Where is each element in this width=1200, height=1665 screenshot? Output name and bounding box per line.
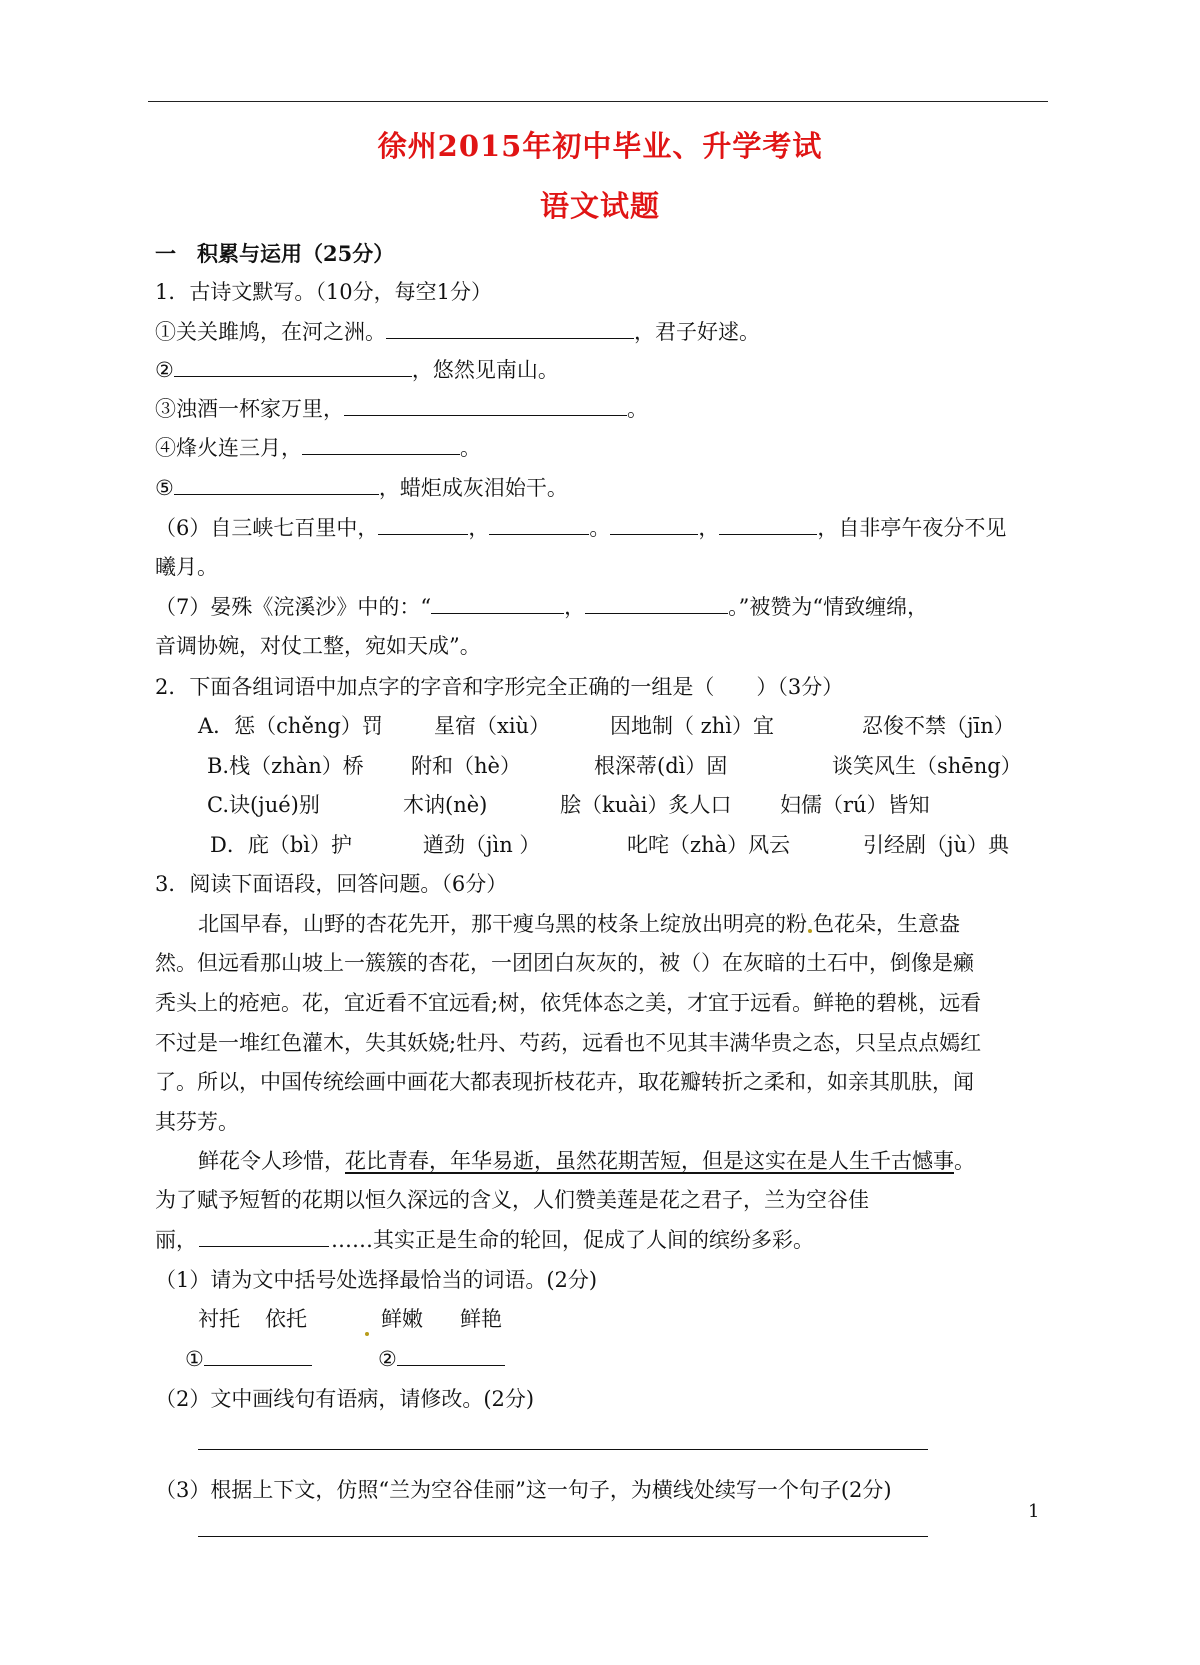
q2-d-word-2: 遒劲（jìn ） (423, 833, 541, 857)
q3-sub1-answer-1 (185, 1345, 312, 1373)
q2-stem-b: 的一组是（ ）（3分） (609, 675, 844, 699)
q1-item-5 (155, 474, 568, 502)
q1-item-7-sep: ， (564, 595, 586, 619)
q1-blank-6d[interactable] (719, 514, 817, 535)
q3-sub1-blank-2[interactable] (397, 1345, 505, 1366)
q2-a-word-4: 忍俊不禁（jīn） (862, 714, 1015, 738)
choice-word-3: 鲜嫩 (381, 1307, 423, 1331)
q1-stem: 1．古诗文默写。（10分，每空1分） (155, 280, 492, 304)
q1-item-4 (155, 434, 481, 462)
q3-passage-p1-line2: 然。但远看那山坡上一簇簇的杏花，一团团白灰灰的，被（）在灰暗的土石中，倒像是癞 (155, 951, 974, 975)
q1-blank-5[interactable] (174, 474, 379, 495)
q1-item-2 (155, 356, 559, 384)
q1-blank-7a[interactable] (431, 593, 564, 614)
q3-passage-p2-line1 (198, 1147, 975, 1175)
q3-p2-l1-a: 鲜花令人珍惜， (198, 1149, 345, 1173)
q1-item-2-prefix: ② (155, 358, 174, 382)
emphasis-dot-icon (364, 1313, 370, 1341)
q1-item-1-suffix: ，君子好逑。 (634, 320, 760, 344)
q2-b-word-1: B.栈（zhàn）桥 (207, 754, 364, 778)
q3-passage-p1-line4: 不过是一堆红色灌木，失其妖娆;牡丹、芍药，远看也不见其丰满华贵之态，只呈点点嫣红 (155, 1031, 982, 1055)
answer-2-label: ② (378, 1347, 397, 1371)
q2-d-word-3: 叱咤（zhà）风云 (627, 833, 791, 857)
q2-a-word-3: 因地制（ zhì）宜 (610, 714, 774, 738)
q1-blank-1[interactable] (386, 318, 634, 339)
q1-item-6-sep2: 。 (589, 516, 611, 540)
q2-b-word-4: 谈笑风生（shēng） (832, 754, 1022, 778)
q3-passage-p1-line3: 秃头上的疮疤。花，宜近看不宜远看;树，依凭体态之美，才宜于远看。鲜艳的碧桃，远看 (155, 991, 982, 1015)
q2-d-word-1: D．庇（bì）护 (210, 833, 352, 857)
q1-blank-6b[interactable] (489, 514, 589, 535)
section-heading: 一 积累与运用（25分） (155, 241, 395, 266)
emphasis-dot-icon (808, 929, 812, 933)
q1-item-7-cont: 音调协婉，对仗工整，宛如天成”。 (155, 634, 481, 658)
q1-item-5-prefix: ⑤ (155, 476, 174, 500)
q2-stem (155, 673, 843, 701)
q2-stem-emphasis: 完全正确 (525, 675, 610, 699)
q1-item-7-suffix: 。”被赞为“情致缠绵， (728, 595, 929, 619)
q3-continuation-blank[interactable] (199, 1226, 329, 1247)
q2-b-word-2: 附和（hè） (411, 754, 521, 778)
q3-p1-l1-b: 色花朵，生意盎 (813, 912, 960, 936)
q1-blank-3[interactable] (344, 395, 627, 416)
q1-item-6-suffix: ，自非亭午夜分不见 (817, 516, 1007, 540)
exam-title: 徐州2015年初中毕业、升学考试 (377, 129, 823, 163)
q1-item-6-sep3: ， (698, 516, 720, 540)
q1-blank-7b[interactable] (585, 593, 728, 614)
q1-item-7 (155, 593, 928, 621)
q3-sub2-answer-line[interactable] (198, 1449, 928, 1450)
q1-blank-6c[interactable] (610, 514, 698, 535)
q3-passage-p2-line2: 为了赋予短暂的花期以恒久深远的含义，人们赞美莲是花之君子，兰为空谷佳 (155, 1188, 869, 1212)
exam-subtitle: 语文试题 (539, 189, 660, 223)
q3-passage-p2-line3 (155, 1226, 814, 1254)
q1-item-6 (155, 514, 1006, 542)
page-number: 1 (1028, 1501, 1040, 1522)
q3-passage-p1-line1 (198, 910, 960, 938)
top-rule (148, 101, 1048, 102)
q3-underlined-sentence: 花比青春，年华易逝，虽然花期苦短，但是这实在是人生千古憾事 (345, 1149, 954, 1173)
q3-sub1-answer-2 (378, 1345, 505, 1373)
q1-item-3-suffix: 。 (627, 397, 648, 421)
q3-p2-l1-c: 。 (954, 1149, 975, 1173)
q1-item-3-prefix: ③浊酒一杯家万里， (155, 397, 344, 421)
q2-d-word-4: 引经剧（jù）典 (863, 833, 1010, 857)
q3-sub1-stem: （1）请为文中括号处选择最恰当的词语。(2分) (155, 1268, 598, 1292)
q3-sub2-stem: （2）文中画线句有语病，请修改。(2分) (155, 1387, 535, 1411)
q1-item-5-suffix: ，蜡炬成灰泪始干。 (378, 476, 568, 500)
q2-option-a[interactable] (198, 712, 1058, 740)
q3-passage-p1-line5: 了。所以，中国传统绘画中画花大都表现折枝花卉，取花瓣转折之柔和，如亲其肌肤，闻 (155, 1070, 974, 1094)
q1-item-6-sep1: ， (468, 516, 490, 540)
q1-item-2-suffix: ，悠然见南山。 (411, 358, 559, 382)
q2-b-word-3: 根深蒂(dì）固 (594, 754, 728, 778)
q1-item-1 (155, 318, 760, 346)
q1-item-4-prefix: ④烽火连三月， (155, 436, 302, 460)
q3-sub1-blank-1[interactable] (204, 1345, 312, 1366)
choice-word-4: 鲜艳 (460, 1307, 502, 1331)
choice-word-1: 衬托 (198, 1307, 240, 1331)
q1-item-6-cont: 曦月。 (155, 555, 218, 579)
q3-passage-p1-line6: 其芬芳。 (155, 1110, 239, 1134)
q2-option-c[interactable] (207, 791, 1067, 819)
q2-c-word-1: C.诀(jué)别 (207, 793, 320, 817)
q3-stem: 3．阅读下面语段，回答问题。（6分） (155, 872, 508, 896)
q1-blank-6a[interactable] (378, 514, 468, 535)
q1-item-4-suffix: 。 (460, 436, 481, 460)
q3-sub3-answer-line[interactable] (198, 1536, 928, 1537)
q3-sub1-answers (185, 1345, 585, 1373)
answer-1-label: ① (185, 1347, 204, 1371)
q2-a-word-2: 星宿（xiù） (434, 714, 551, 738)
q2-a-word-1: A．惩（chěng）罚 (198, 714, 383, 738)
q1-blank-4[interactable] (302, 434, 460, 455)
q1-item-7-prefix: （7）晏殊《浣溪沙》中的：“ (155, 595, 432, 619)
q2-c-word-2: 木讷(nè) (403, 793, 488, 817)
q3-p2-l3-a: 丽， (155, 1228, 197, 1252)
q3-sub1-word-choices (198, 1305, 598, 1333)
q1-item-1-prefix: ①关关雎鸠，在河之洲。 (155, 320, 386, 344)
q1-item-6-prefix: （6）自三峡七百里中， (155, 516, 379, 540)
q3-p2-l3-b: ……其实正是生命的轮回，促成了人间的缤纷多彩。 (331, 1228, 814, 1252)
q3-sub3-stem: （3）根据上下文，仿照“兰为空谷佳丽”这一句子，为横线处续写一个句子(2分) (155, 1478, 892, 1502)
q2-c-word-3: 脍（kuài）炙人口 (560, 793, 732, 817)
q3-p1-l1-a: 北国早春，山野的杏花先开，那干瘦乌黑的枝条上绽放出明亮的粉 (198, 912, 807, 936)
q2-option-b[interactable] (207, 752, 1067, 780)
q2-c-word-4: 妇儒（rú）皆知 (780, 793, 930, 817)
q1-blank-2[interactable] (174, 356, 412, 377)
q2-option-d[interactable] (210, 831, 1070, 859)
q2-stem-a: 2．下面各组词语中加点字的字音和字形 (155, 675, 526, 699)
choice-word-2: 依托 (265, 1307, 307, 1331)
q1-item-3 (155, 395, 648, 423)
